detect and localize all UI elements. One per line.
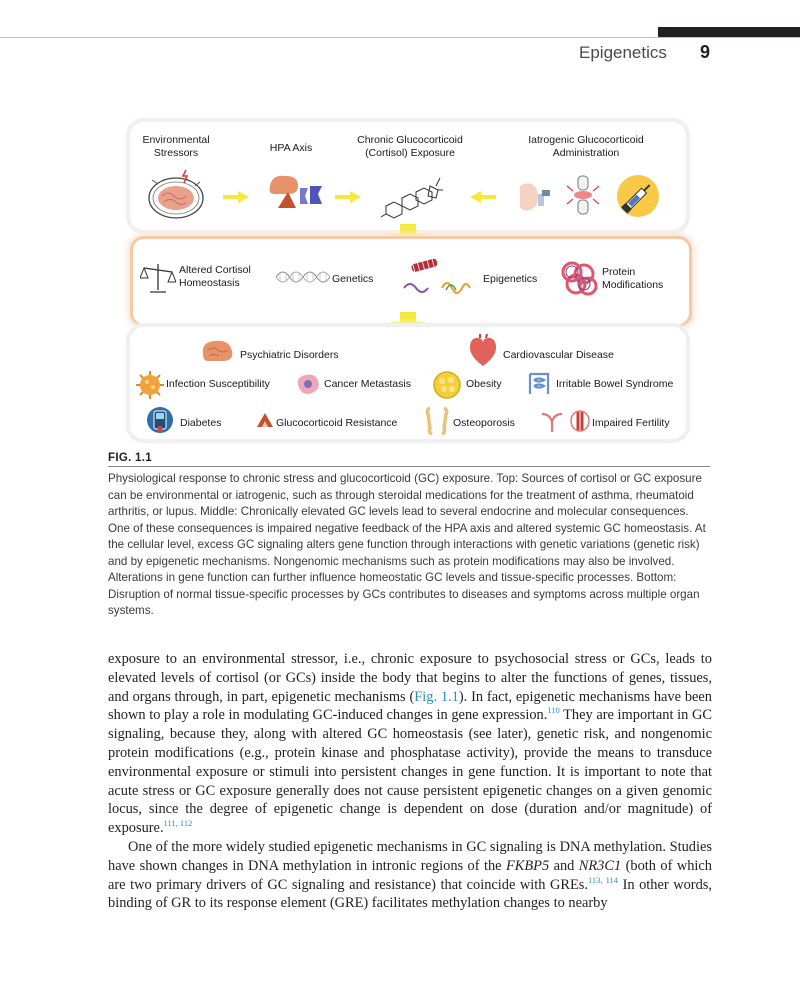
chronic-gc-label: Chronic Glucocorticoid (Cortisol) Exposure	[357, 134, 463, 159]
osteoporosis-label: Osteoporosis	[453, 417, 515, 429]
ibs-label: Irritable Bowel Syndrome	[556, 378, 674, 390]
figure-1-1	[126, 120, 692, 442]
citation-110[interactable]: 110	[547, 705, 560, 716]
gc-resistance-icon	[255, 411, 275, 429]
reproductive-icon	[538, 408, 594, 434]
cancer-label: Cancer Metastasis	[324, 378, 411, 390]
epigenetics-label: Epigenetics	[483, 273, 538, 285]
p2-and: and	[549, 857, 579, 874]
gc-resistance-label: Glucocorticoid Resistance	[276, 417, 398, 429]
iatrogenic-gc-label: Iatrogenic Glucocorticoid Administration	[528, 134, 644, 159]
balance-scale-icon	[140, 260, 176, 294]
arrow-left	[470, 190, 496, 208]
p1-text-b: ). In fact, epigenetic mechanisms have been shown to play a role in modulating GC-induced changes in gene expression.	[108, 688, 712, 724]
dna-helix-icon	[276, 266, 330, 288]
intestine-icon	[526, 370, 552, 398]
pathogen-icon	[135, 370, 165, 400]
protein-modifications-label: Protein Modifications	[602, 266, 664, 291]
epigenetics-icon	[402, 258, 476, 296]
cancer-cell-icon	[294, 372, 322, 398]
paragraph-2	[108, 838, 712, 913]
hpa-axis-icon	[266, 170, 326, 210]
arrow-right-1	[223, 190, 249, 208]
citation-113-114[interactable]: 113, 114	[588, 874, 619, 885]
figure-link[interactable]: Fig. 1.1	[414, 688, 459, 705]
citation-111-112[interactable]: 111, 112	[163, 818, 193, 829]
caption-rule	[108, 466, 710, 467]
obesity-label: Obesity	[466, 378, 502, 390]
header-rule	[0, 37, 800, 38]
p2-text-c: In other words, binding of GR to its response element (GRE) facilitates methylation changes to nearby	[108, 876, 712, 912]
infection-label: Infection Susceptibility	[166, 378, 270, 390]
running-title: Epigenetics	[579, 43, 667, 62]
protein-icon	[558, 258, 600, 298]
p1-text-c: They are important in GC signaling, because they, along with altered GC homeostasis (see later), genetic risk, and nongenomic protein modifications (e.g., protein kinase and phosphatase activity), provide the means to transduce environmental exposure or stimuli into persistent changes in gene function. It is important to note that acute stress or GC exposure generally does not cause persistent epigenetic changes on a given genomic locus, since the degree of epigenetic change is dependent on dose (duration and/or magnitude) of exposure.	[108, 707, 712, 837]
bone-icon	[424, 406, 450, 436]
cardiovascular-label: Cardiovascular Disease	[503, 349, 614, 361]
p1-text-a: exposure to an environmental stressor, i.e., chronic exposure to psychosocial stress or GCs, leads to elevated levels of cortisol (or GCs) inside the body that begins to alter the functions of genes, tissues, and organs through, in part, epigenetic mechanisms (	[108, 651, 712, 705]
heart-icon	[468, 334, 498, 368]
gene-fkbp5: FKBP5	[505, 857, 550, 874]
figure-caption: Physiological response to chronic stress and glucocorticoid (GC) exposure. Top: Sources of cortisol or GC exposure can be environmental or iatrogenic, such as through steroidal medications for the treatment of asthma, rheumatoid arthritis, or lupus. Middle: Chronically elevated GC levels lead to several endocrine and molecular consequences. One of these consequences is impaired negative feedback of the HPA axis and altered systemic GC homeostasis. At the cellular level, excess GC signaling alters gene function through interactions with genetic variations (genetic risk) and by epigenetic mechanisms. Nongenomic mechanisms such as protein modifications may also be involved. Alterations in gene function can further influence homeostatic GC levels and tissue-specific processes. Bottom: Disruption of normal tissue-specific processes by GCs contributes to diseases and symptoms across multiple organ systems.	[108, 472, 706, 617]
body-text	[108, 650, 712, 913]
psychiatric-label: Psychiatric Disorders	[240, 349, 339, 361]
paragraph-1	[108, 650, 712, 838]
cortisol-molecule-icon	[378, 172, 444, 220]
p2-text-b: (both of which are two primary drivers of GC signaling and resistance) that coincide with GREs.	[108, 857, 712, 893]
stressed-brain-icon	[146, 166, 206, 222]
p2-text-a: One of the more widely studied epigenetic mechanisms in GC signaling is DNA methylation. Studies have shown changes in DNA methylation in intronic regions of the	[108, 838, 712, 874]
env-stressors-label: Environmental Stressors	[142, 134, 210, 159]
fat-cell-icon	[432, 370, 462, 400]
altered-cortisol-label: Altered Cortisol Homeostasis	[179, 264, 251, 289]
diabetes-label: Diabetes	[180, 417, 222, 429]
joint-icon	[563, 174, 603, 216]
fertility-label: Impaired Fertility	[592, 417, 670, 429]
figure-label: FIG. 1.1	[108, 452, 152, 464]
page-number: 9	[700, 42, 711, 62]
genetics-label: Genetics	[332, 273, 374, 285]
gene-nr3c1: NR3C1	[578, 857, 622, 874]
glucose-meter-icon	[146, 406, 174, 434]
syringe-icon	[616, 174, 660, 218]
inhaler-icon	[516, 176, 556, 216]
brain-icon	[200, 338, 234, 366]
hpa-axis-label: HPA Axis	[269, 142, 313, 154]
arrow-right-2	[335, 190, 361, 208]
